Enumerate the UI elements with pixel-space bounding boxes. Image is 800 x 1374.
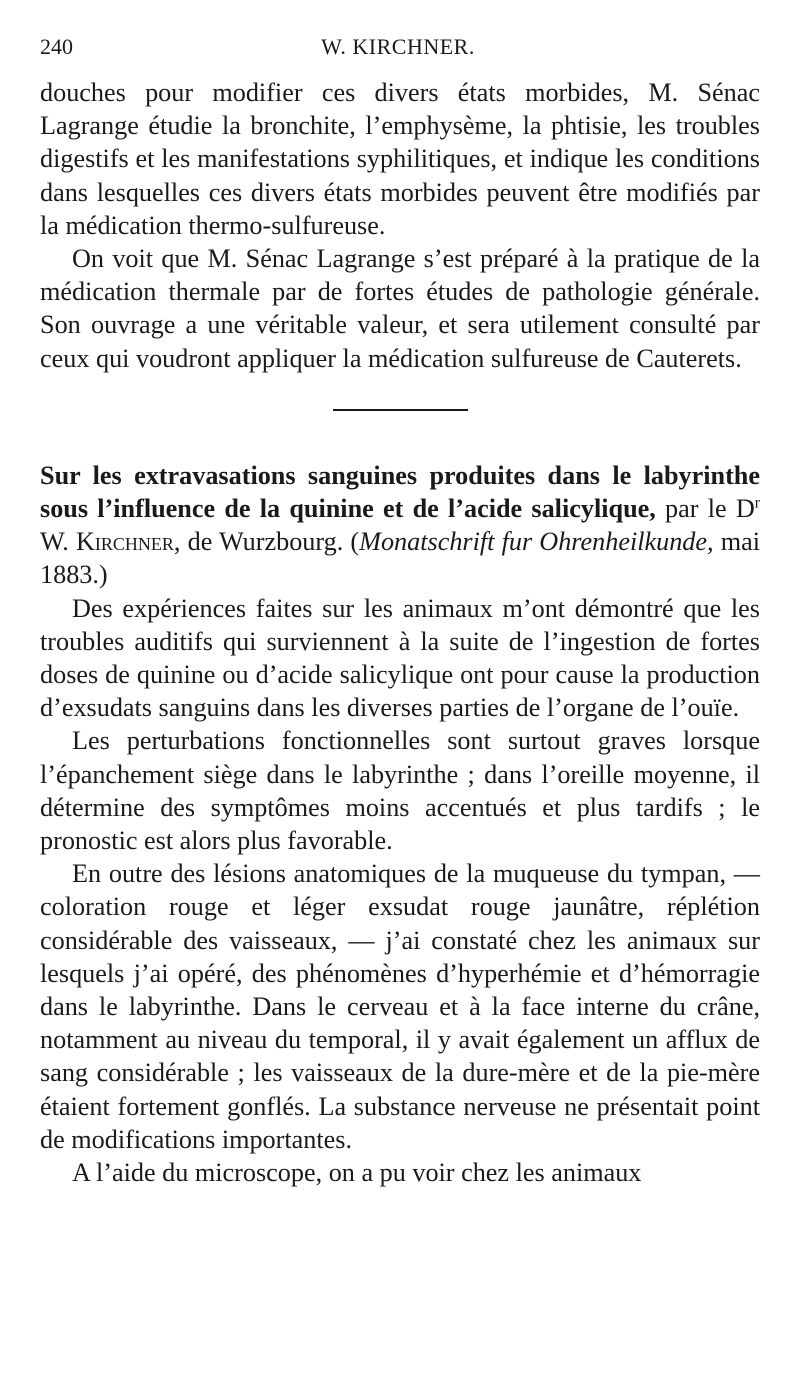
article-location: , de Wurzbourg. ( [173,527,360,557]
paragraph-continued: douches pour modifier ces divers états morbides, M. Sénac Lagrange étudie la bronchite, l’emphysème, la phtisie, les troubles digestifs et les manifestations syphilitiques, et indique les conditions dans lesquelles ces divers états morbides peuvent être modifiés par la médication thermo-sulfureuse. [40,78,760,240]
publication-date: mai 1883.) [40,527,760,590]
page-body [40,76,760,1189]
article-paragraph: Les perturbations fonctionnelles sont surtout graves lorsque l’épanchement siège dans le labyrinthe ; dans l’oreille moyenne, il détermine des symptômes moins accentués et plus tardifs ; le pronostic est alors plus favorable. [40,726,760,856]
paragraph-conclusion: On voit que M. Sénac Lagrange s’est préparé à la pratique de la médication thermale par de fortes études de pathologie générale. Son ouvrage a une véritable valeur, et sera utilement consulté par ceux qui voudront appliquer la médication sulfureuse de Cauterets. [40,244,760,373]
article-paragraph: A l’aide du microscope, on a pu voir chez les animaux [72,1158,642,1188]
section-divider [333,409,468,411]
article-paragraph: Des expériences faites sur les animaux m’ont démontré que les troubles auditifs qui surviennent à la suite de l’ingestion de fortes doses de quinine ou d’acide salicylique ont pour cause la production d’exsudats sanguins dans les diverses parties de l’organe de l’ouïe. [40,593,760,723]
article-title: Sur les extravasations sanguines produites dans le labyrinthe sous l’influence de la quinine et de l’acide salicylique, [40,460,760,524]
journal-name: Monatschrift fur Ohrenheilkunde, [359,527,714,557]
doctor-abbrev-superscript: r [754,494,760,512]
page-header [40,34,756,66]
article-paragraph: En outre des lésions anatomiques de la muqueuse du tympan, — coloration rouge et léger exsudat rouge jaunâtre, réplétion considérable des vaisseaux, — j’ai constaté chez les animaux sur lesquels j’ai opéré, des phénomènes d’hyperhémie et d’hémorragie dans le labyrinthe. Dans le cerveau et à la face interne du crâne, notamment au niveau du temporal, il y avait également un afflux de sang considérable ; les vaisseaux de la dure-mère et de la pie-mère étaient fortement gonflés. La substance nerveuse ne présentait point de modifications importantes. [40,859,760,1154]
article-byline: par le D [655,494,755,524]
running-head: W. KIRCHNER. [321,34,475,59]
article-heading [40,459,760,592]
article-author: W. Kirchner [40,527,174,557]
page-number: 240 [40,34,73,59]
